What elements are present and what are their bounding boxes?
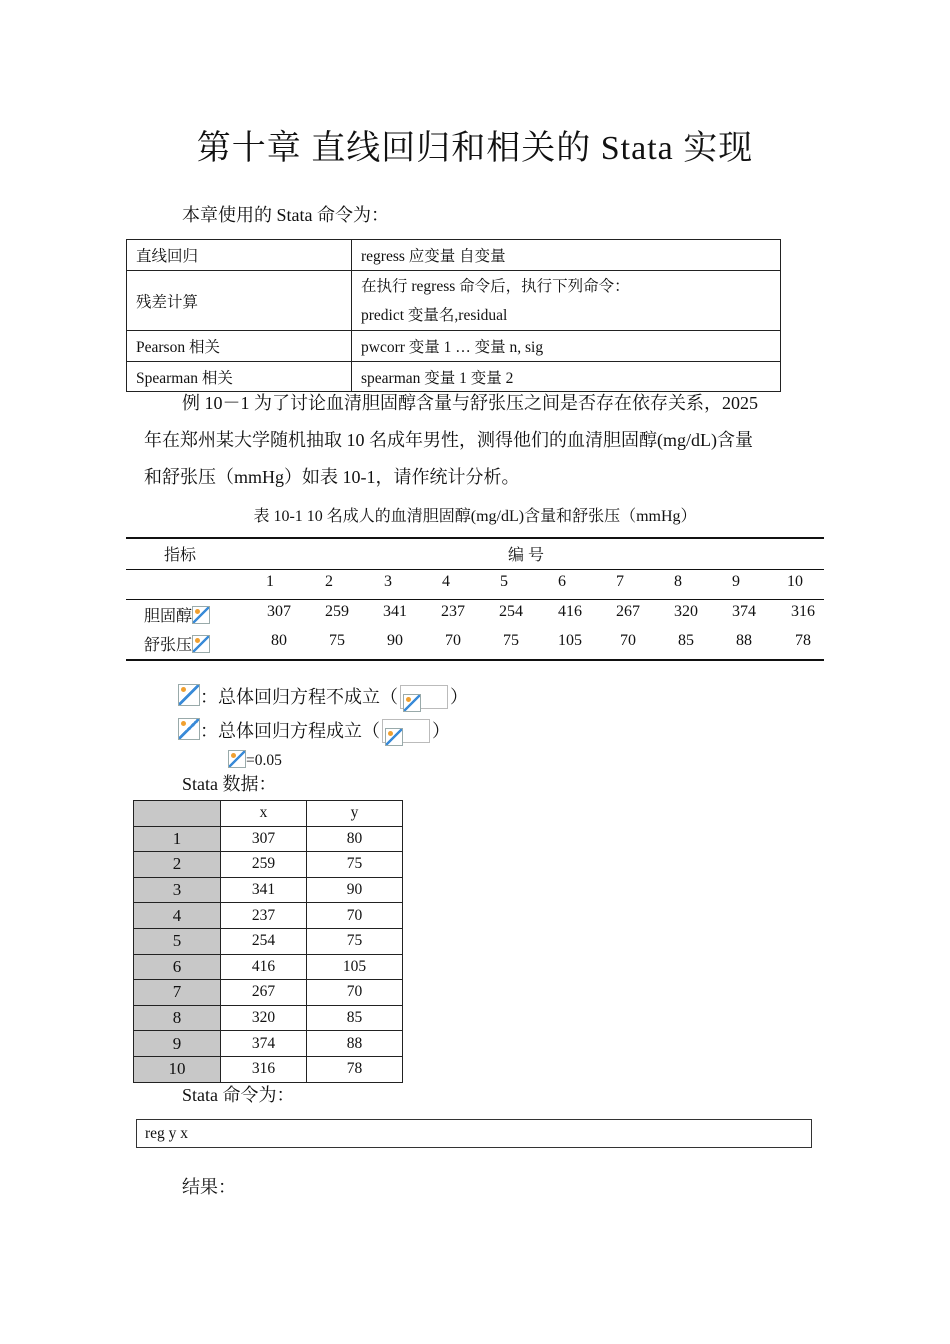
stata-cell-x: 416 (221, 954, 307, 980)
id-cell: 6 (558, 573, 566, 590)
stata-cell-y: 70 (307, 903, 403, 929)
command-name: Spearman 相关 (127, 362, 352, 392)
formula-image-icon (385, 728, 403, 746)
h1-text: ：总体回归方程成立（ (200, 721, 380, 741)
command-syntax (352, 271, 781, 331)
stata-row (134, 928, 403, 954)
command-row (127, 240, 781, 271)
value-cell: 254 (499, 603, 523, 620)
stata-cell-x: 307 (221, 826, 307, 852)
stata-cell-x: 320 (221, 1005, 307, 1031)
stata-cell-x: 237 (221, 903, 307, 929)
intro-text: 本章使用的 Stata 命令为： (182, 205, 389, 225)
table-top-rule (126, 537, 824, 539)
hypothesis-h0 (178, 682, 468, 712)
stata-row-number: 6 (134, 954, 221, 980)
stata-row-number: 4 (134, 903, 221, 929)
value-cell: 259 (325, 603, 349, 620)
value-cell: 307 (267, 603, 291, 620)
formula-image-icon (403, 694, 421, 712)
command-syntax-line: 在执行 regress 命令后，执行下列命令： (361, 277, 630, 295)
row-label-text: 胆固醇 (144, 608, 193, 625)
stata-cell-y: 78 (307, 1056, 403, 1082)
stata-row (134, 980, 403, 1006)
h1-close: ） (432, 721, 450, 741)
command-name: Pearson 相关 (127, 331, 352, 362)
row-label-text: 舒张压 (144, 637, 193, 654)
value-cell: 70 (445, 632, 461, 649)
h0-formula-placeholder (400, 685, 448, 709)
h1-formula-placeholder (382, 719, 430, 743)
stata-cmd-label: Stata 命令为： (182, 1085, 295, 1105)
header-number: 编 号 (508, 547, 545, 564)
id-cell: 2 (325, 573, 333, 590)
stata-cell-y: 75 (307, 928, 403, 954)
id-cell: 3 (384, 573, 392, 590)
value-cell: 70 (620, 632, 636, 649)
stata-row-number: 9 (134, 1031, 221, 1057)
stata-data-table (133, 800, 403, 1083)
stata-row-number: 8 (134, 1005, 221, 1031)
id-cell: 7 (616, 573, 624, 590)
value-cell: 75 (503, 632, 519, 649)
value-cell: 316 (791, 603, 815, 620)
stata-cell-x: 267 (221, 980, 307, 1006)
stata-row (134, 826, 403, 852)
stata-row (134, 903, 403, 929)
h1-symbol-icon (178, 718, 200, 740)
stata-cell-y: 75 (307, 852, 403, 878)
stata-row-number: 1 (134, 826, 221, 852)
h0-close: ） (450, 687, 468, 707)
table-caption: 表 10-1 10 名成人的血清胆固醇(mg/dL)含量和舒张压（mmHg） (253, 508, 697, 525)
stata-row (134, 1031, 403, 1057)
table-mid-rule (126, 599, 824, 600)
value-cell: 78 (795, 632, 811, 649)
stata-row-number: 2 (134, 852, 221, 878)
header-indicator: 指标 (164, 547, 197, 564)
stata-cell-y: 80 (307, 826, 403, 852)
row-label-cholesterol (144, 603, 210, 626)
id-cell: 1 (266, 573, 274, 590)
command-row (127, 271, 781, 331)
stata-row-number: 5 (134, 928, 221, 954)
id-cell: 4 (442, 573, 450, 590)
stata-cell-x: 341 (221, 877, 307, 903)
value-cell: 416 (558, 603, 582, 620)
stata-cell-y: 90 (307, 877, 403, 903)
command-syntax: regress 应变量 自变量 (352, 240, 781, 271)
value-cell: 105 (558, 632, 582, 649)
command-name: 残差计算 (127, 271, 352, 331)
stata-row-number: 10 (134, 1056, 221, 1082)
id-cell: 5 (500, 573, 508, 590)
value-cell: 85 (678, 632, 694, 649)
stata-cell-x: 374 (221, 1031, 307, 1057)
command-syntax: pwcorr 变量 1 … 变量 n, sig (352, 331, 781, 362)
value-cell: 237 (441, 603, 465, 620)
image-placeholder-icon (192, 635, 210, 653)
stata-data-label: Stata 数据： (182, 774, 277, 794)
stata-cell-y: 88 (307, 1031, 403, 1057)
stata-row (134, 852, 403, 878)
example-line-1: 例 10－1 为了讨论血清胆固醇含量与舒张压之间是否存在依存关系，2025 (182, 393, 758, 413)
value-cell: 88 (736, 632, 752, 649)
stata-col-header: y (307, 801, 403, 827)
stata-cell-y: 70 (307, 980, 403, 1006)
example-line-2: 年在郑州某大学随机抽取 10 名成年男性，测得他们的血清胆固醇(mg/dL)含量 (144, 430, 753, 450)
h0-text: ：总体回归方程不成立（ (200, 687, 398, 707)
id-cell: 9 (732, 573, 740, 590)
value-cell: 75 (329, 632, 345, 649)
stata-cell-x: 254 (221, 928, 307, 954)
id-cell: 8 (674, 573, 682, 590)
stata-row (134, 954, 403, 980)
command-name: 直线回归 (127, 240, 352, 271)
value-cell: 80 (271, 632, 287, 649)
stata-cell-y: 105 (307, 954, 403, 980)
stata-row-number: 3 (134, 877, 221, 903)
table-mid-rule (126, 569, 824, 570)
value-cell: 341 (383, 603, 407, 620)
command-syntax-line: predict 变量名,residual (361, 306, 508, 324)
id-cell: 10 (787, 573, 803, 590)
stata-header-row (134, 801, 403, 827)
example-line-3: 和舒张压（mmHg）如表 10-1，请作统计分析。 (144, 467, 520, 487)
stata-cell-x: 316 (221, 1056, 307, 1082)
stata-col-header: x (221, 801, 307, 827)
stata-row (134, 1005, 403, 1031)
stata-corner-cell (134, 801, 221, 827)
command-row (127, 331, 781, 362)
stata-cell-x: 259 (221, 852, 307, 878)
command-syntax: spearman 变量 1 变量 2 (352, 362, 781, 392)
stata-cell-y: 85 (307, 1005, 403, 1031)
stata-command-box: reg y x (136, 1119, 812, 1148)
image-placeholder-icon (192, 606, 210, 624)
alpha-text: =0.05 (246, 752, 282, 769)
table-bottom-rule (126, 659, 824, 661)
value-cell: 320 (674, 603, 698, 620)
page-title: 第十章 直线回归和相关的 Stata 实现 (196, 130, 754, 167)
value-cell: 267 (616, 603, 640, 620)
value-cell: 90 (387, 632, 403, 649)
value-cell: 374 (732, 603, 756, 620)
stata-row-number: 7 (134, 980, 221, 1006)
row-label-pressure (144, 632, 210, 655)
h0-symbol-icon (178, 684, 200, 706)
result-label: 结果： (182, 1177, 236, 1197)
stata-row (134, 877, 403, 903)
command-table (126, 239, 781, 392)
hypothesis-h1 (178, 716, 450, 746)
